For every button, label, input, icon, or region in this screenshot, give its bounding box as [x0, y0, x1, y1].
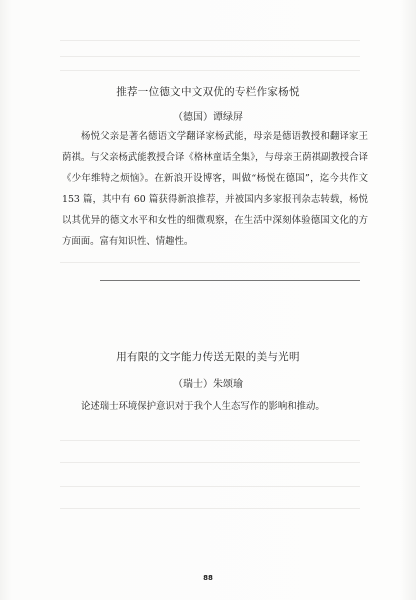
show-through-line [60, 462, 360, 463]
show-through-line [60, 486, 360, 487]
show-through-line [60, 440, 360, 441]
article-1-author: （德国）谭绿屏 [173, 112, 243, 123]
show-through-line [60, 40, 360, 41]
article-2-title: 用有限的文字能力传送无限的美与光明 [116, 351, 300, 363]
article-1-title: 推荐一位德文中文双优的专栏作家杨悦 [116, 86, 300, 98]
article-2-body: 论述瑞士环境保护意识对于我个人生态写作的影响和推动。 [81, 401, 325, 412]
page-number: 88 [203, 574, 213, 582]
article-1-body: 杨悦父亲是著名德语文学翻译家杨武能，母亲是德语教授和翻译家王荫祺。与父亲杨武能教授合译《格林童话全集》，与母亲王荫祺副教授合译《少年维特之烦恼》。在新浪开设博客，叫做“杨悦在德国”，迄今共作文 153 篇，其中有 60 篇获得新浪推荐，并被国内多家报刊杂志转载，杨悦以其优异的德文水平和女性的细微观察，在生活中深刻体验德国文化的方方面面。富有知识性、情趣性。 [62, 131, 368, 247]
show-through-line [60, 56, 360, 57]
show-through-line [60, 508, 360, 509]
show-through-line [60, 262, 360, 263]
section-divider [100, 280, 360, 281]
show-through-line [60, 70, 360, 71]
article-2-author: （瑞士）朱颂瑜 [173, 379, 243, 390]
